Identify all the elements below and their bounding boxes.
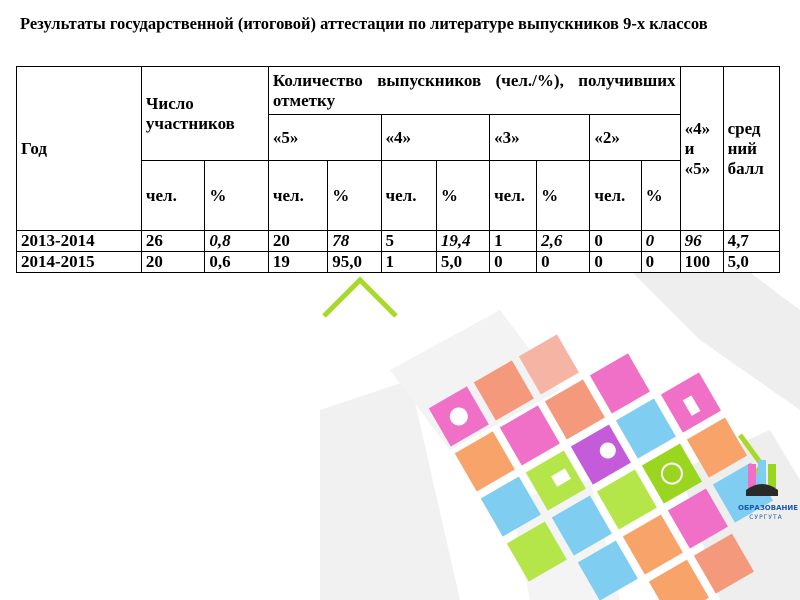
unit-people: чел. (490, 161, 537, 231)
results-table (16, 66, 780, 273)
decorative-tiles (300, 250, 800, 600)
logo-emblem (746, 460, 778, 496)
unit-pct: % (641, 161, 680, 231)
gray-shape (630, 250, 800, 410)
header-grade-3: «3» (490, 115, 590, 161)
cell-grade3-pct: 0 (537, 252, 590, 273)
unit-people: чел. (268, 161, 327, 231)
cell-grade4-pct: 19,4 (436, 231, 489, 252)
cell-participants-pct: 0,8 (205, 231, 269, 252)
cell-grade4: 1 (381, 252, 436, 273)
cell-year: 2014-2015 (17, 252, 142, 273)
unit-people: чел. (141, 161, 204, 231)
header-row-1 (17, 67, 780, 115)
cell-participants: 20 (141, 252, 204, 273)
cell-grade4-pct: 5,0 (436, 252, 489, 273)
cell-4-and-5: 100 (680, 252, 723, 273)
cell-grade4: 5 (381, 231, 436, 252)
cell-grade2: 0 (590, 231, 641, 252)
unit-pct: % (205, 161, 269, 231)
logo-name: ОБРАЗОВАНИЕ (738, 504, 799, 512)
tile-green (597, 469, 657, 529)
logo-city: СУРГУТА (749, 514, 783, 521)
tile-blue (616, 398, 676, 458)
page-title: Результаты государственной (итоговой) аттестации по литературе выпускников 9-х классов (20, 14, 708, 33)
cell-year: 2013-2014 (17, 231, 142, 252)
cell-average: 4,7 (723, 231, 779, 252)
table-row (17, 252, 780, 273)
cell-grade5-pct: 95,0 (328, 252, 381, 273)
cell-grade5: 19 (268, 252, 327, 273)
unit-pct: % (328, 161, 381, 231)
header-participants: Число участников (141, 67, 268, 161)
cell-participants: 26 (141, 231, 204, 252)
unit-pct: % (436, 161, 489, 231)
header-year: Год (17, 67, 142, 231)
header-average: сред ний балл (723, 67, 779, 231)
cell-4-and-5: 96 (680, 231, 723, 252)
header-grade-4: «4» (381, 115, 490, 161)
header-4-and-5: «4» и «5» (680, 67, 723, 231)
cell-grade2-pct: 0 (641, 252, 680, 273)
unit-pct: % (537, 161, 590, 231)
tile-pink (590, 353, 650, 413)
cell-grade3-pct: 2,6 (537, 231, 590, 252)
cell-grade3: 1 (490, 231, 537, 252)
header-grade-2: «2» (590, 115, 680, 161)
cell-grade2-pct: 0 (641, 231, 680, 252)
cell-grade3: 0 (490, 252, 537, 273)
table-row (17, 231, 780, 252)
cell-average: 5,0 (723, 252, 779, 273)
cell-grade5: 20 (268, 231, 327, 252)
cell-participants-pct: 0,6 (205, 252, 269, 273)
tile-orange (623, 515, 683, 575)
unit-people: чел. (381, 161, 436, 231)
unit-people: чел. (590, 161, 641, 231)
cell-grade2: 0 (590, 252, 641, 273)
header-grade-5: «5» (268, 115, 381, 161)
cell-grade5-pct: 78 (328, 231, 381, 252)
header-graduates: Количество выпускников (чел./%), получивших отметку (268, 67, 680, 115)
green-outline-accent (324, 280, 396, 316)
